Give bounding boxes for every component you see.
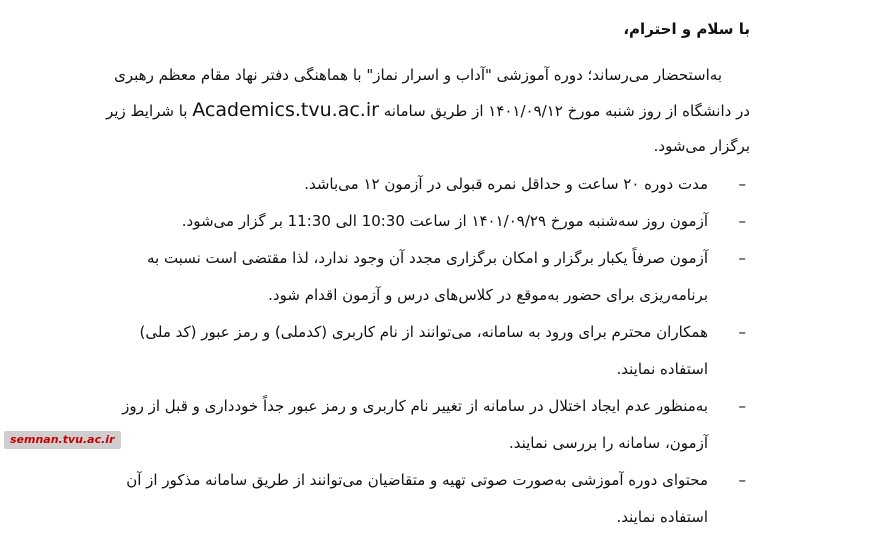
greeting-heading: با سلام و احترام، bbox=[623, 20, 750, 38]
intro-text-start: به‌استحضار می‌رساند؛ دوره آموزشی "آداب و اسرار نماز" با هماهنگی دفتر نهاد مقام معظم رهبری در دانشگاه از روز شنبه مورخ ۱۴۰۱/۰۹/۱۲ از طریق سامانه bbox=[114, 66, 750, 120]
list-item-text: مدت دوره ۲۰ ساعت و حداقل نمره قبولی در آزمون ۱۲ می‌باشد. bbox=[304, 175, 708, 193]
list-item bbox=[100, 240, 750, 314]
conditions-list bbox=[100, 166, 750, 536]
dash-bullet: – bbox=[738, 397, 746, 415]
dash-bullet: – bbox=[738, 175, 746, 193]
dash-bullet: – bbox=[738, 249, 746, 267]
list-item bbox=[100, 314, 750, 388]
letter-body bbox=[100, 18, 750, 536]
list-item-text: محتوای دوره آموزشی به‌صورت صوتی تهیه و متقاضیان می‌توانند از طریق سامانه مذکور از آن استفاده نمایند. bbox=[126, 471, 708, 526]
list-item-text: آزمون روز سه‌شنبه مورخ ۱۴۰۱/۰۹/۲۹ از ساعت 10:30 الی 11:30 بر گزار می‌شود. bbox=[181, 212, 708, 230]
dash-bullet: – bbox=[738, 323, 746, 341]
intro-paragraph bbox=[100, 58, 750, 164]
list-item-text: همکاران محترم برای ورود به سامانه، می‌توانند از نام کاربری (کدملی) و رمز عبور (کد ملی) استفاده نمایند. bbox=[139, 323, 708, 378]
list-item-text: آزمون صرفاً یکبار برگزار و امکان برگزاری مجدد آن وجود ندارد، لذا مقتضی است نسبت به برنامه‌ریزی برای حضور به‌موقع در کلاس‌های درس و آزمون اقدام شود. bbox=[146, 249, 708, 304]
intro-text-end: با شرایط زیر برگزار می‌شود. bbox=[106, 102, 750, 155]
dash-bullet: – bbox=[738, 471, 746, 489]
list-item-text: به‌منظور عدم ایجاد اختلال در سامانه از تغییر نام کاربری و رمز عبور جداً خودداری و قبل از روز آزمون، سامانه را بررسی نمایند. bbox=[122, 397, 708, 452]
dash-bullet: – bbox=[738, 212, 746, 230]
list-item bbox=[100, 203, 750, 240]
list-item bbox=[100, 462, 750, 536]
system-url: Academics.tvu.ac.ir bbox=[192, 99, 379, 121]
list-item bbox=[100, 388, 750, 462]
list-item bbox=[100, 166, 750, 203]
site-watermark: semnan.tvu.ac.ir bbox=[4, 431, 121, 449]
